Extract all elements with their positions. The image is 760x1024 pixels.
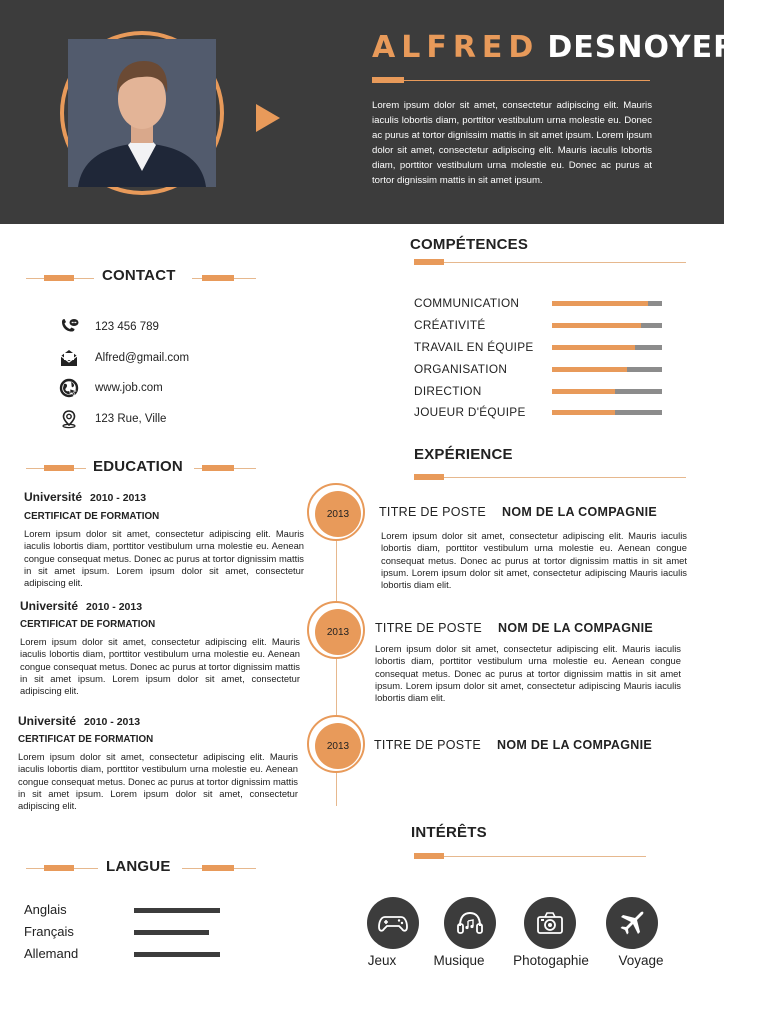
skill-bar-fill [552, 389, 615, 394]
company-name: NOM DE LA COMPAGNIE [498, 621, 654, 635]
school-name: Université [20, 599, 79, 613]
education-degree-2: CERTIFICAT DE FORMATION [20, 619, 156, 630]
skill-bar-track [552, 345, 662, 350]
profile-photo [68, 39, 216, 187]
skill-bar-track [552, 389, 662, 394]
language-level-bar [134, 952, 220, 957]
skill-bar-fill [552, 410, 615, 415]
language-label: Français [24, 924, 74, 939]
last-name: DESNOYERS [547, 30, 760, 65]
phone-text: 123 456 789 [95, 321, 159, 333]
language-bar-left [44, 865, 74, 871]
interest-photographie [524, 897, 576, 949]
skill-bar-track [552, 323, 662, 328]
timeline-year-1: 2013 [315, 491, 361, 537]
language-level-bar [134, 908, 220, 913]
skill-label: CRÉATIVITÉ [414, 318, 486, 332]
school-years: 2010 - 2013 [84, 716, 141, 728]
interest-label: Musique [433, 953, 485, 968]
skill-label: COMMUNICATION [414, 296, 520, 310]
company-name: NOM DE LA COMPAGNIE [497, 738, 653, 752]
gamepad-icon [376, 906, 410, 940]
contact-bar-left [44, 275, 74, 281]
experience-title: EXPÉRIENCE [414, 446, 513, 463]
globe-icon [58, 377, 80, 399]
experience-head-2 [375, 621, 653, 635]
airplane-icon [615, 906, 649, 940]
contact-title: CONTACT [102, 267, 176, 284]
timeline-year-2: 2013 [315, 609, 361, 655]
education-school-1 [24, 490, 146, 504]
company-name: NOM DE LA COMPAGNIE [502, 505, 658, 519]
interest-label: Voyage [618, 953, 664, 968]
first-name: ALFRED [372, 30, 540, 65]
camera-icon [533, 906, 567, 940]
experience-line [414, 477, 686, 478]
interest-voyage [606, 897, 658, 949]
address-text: 123 Rue, Ville [95, 413, 167, 425]
interests-line [414, 856, 646, 857]
language-label: Allemand [24, 946, 79, 961]
interest-jeux [367, 897, 419, 949]
education-school-3 [18, 714, 140, 728]
education-bar-left [44, 465, 74, 471]
name-underline-accent [372, 77, 404, 83]
experience-bar [414, 474, 444, 480]
web-text: www.job.com [95, 382, 163, 394]
interest-label: Photogaphie [513, 953, 589, 968]
education-text-2: Lorem ipsum dolor sit amet, consectetur adipiscing elit. Mauris iaculis lobortis diam, porttitor vestibulum urna molestie eu. Aenean congue consequat metus. Donec ac purus at tortor dignissim mattis in sit amet ipsum. Lorem ipsum dolor sit amet, consectetur adipiscing elit. [20, 636, 300, 697]
job-title: TITRE DE POSTE [375, 621, 482, 635]
job-title: TITRE DE POSTE [379, 505, 486, 519]
education-degree-3: CERTIFICAT DE FORMATION [18, 734, 154, 745]
skill-bar-fill [552, 301, 648, 306]
contact-bar-right [202, 275, 234, 281]
contact-phone [58, 316, 159, 338]
contact-email [58, 347, 189, 369]
skill-bar-fill [552, 367, 627, 372]
education-bar-right [202, 465, 234, 471]
skill-bar-track [552, 301, 662, 306]
school-name: Université [18, 714, 77, 728]
interest-musique [444, 897, 496, 949]
interests-title: INTÉRÊTS [411, 824, 487, 841]
education-title: EDUCATION [93, 458, 183, 475]
experience-text-1: Lorem ipsum dolor sit amet, consectetur adipiscing elit. Mauris iaculis lobortis diam, porttitor vestibulum urna molestie eu. Aenean congue consequat metus. Donec ac purus at tortor dignissim mattis in sit amet ipsum. Lorem ipsum dolor sit amet, consectetur adipiscing Mauris iaculis lobortis diam elit. [381, 530, 687, 591]
play-arrow-icon [256, 104, 280, 132]
education-school-2 [20, 599, 142, 613]
experience-head-1 [379, 505, 657, 519]
language-level-bar [134, 930, 209, 935]
education-text-1: Lorem ipsum dolor sit amet, consectetur adipiscing elit. Mauris iaculis lobortis diam, porttitor vestibulum urna molestie eu. Aenean congue consequat metus. Donec ac purus at tortor dignissim mattis in sit amet ipsum. Lorem ipsum dolor sit amet, consectetur adipiscing elit. [24, 528, 304, 589]
skill-label: ORGANISATION [414, 362, 508, 376]
contact-web [58, 377, 163, 399]
contact-address [58, 408, 166, 430]
map-pin-icon [58, 408, 80, 430]
school-name: Université [24, 490, 83, 504]
experience-text-2: Lorem ipsum dolor sit amet, consectetur adipiscing elit. Mauris iaculis lobortis diam, porttitor vestibulum urna molestie eu. Aenean congue consequat metus. Donec ac purus at tortor dignissim mattis in sit amet ipsum. Lorem ipsum dolor sit amet, consectetur adipiscing Mauris iaculis lobortis diam elit. [375, 643, 681, 704]
interests-bar [414, 853, 444, 859]
language-title: LANGUE [106, 858, 171, 875]
school-years: 2010 - 2013 [90, 492, 147, 504]
skill-label: TRAVAIL EN ÉQUIPE [414, 340, 534, 354]
skill-bar-track [552, 367, 662, 372]
skill-bar-fill [552, 345, 635, 350]
phone-icon [58, 316, 80, 338]
headphones-icon [453, 906, 487, 940]
timeline-year-3: 2013 [315, 723, 361, 769]
job-title: TITRE DE POSTE [374, 738, 481, 752]
envelope-icon [58, 347, 80, 369]
skill-label: JOUEUR D'ÉQUIPE [414, 405, 526, 419]
interest-label: Jeux [367, 953, 397, 968]
school-years: 2010 - 2013 [86, 601, 143, 613]
experience-head-3 [374, 738, 652, 752]
name-underline [372, 80, 650, 81]
skill-bar-fill [552, 323, 641, 328]
education-text-3: Lorem ipsum dolor sit amet, consectetur adipiscing elit. Mauris iaculis lobortis diam, porttitor vestibulum urna molestie eu. Aenean congue consequat metus. Donec ac purus at tortor dignissim mattis in sit amet ipsum. Lorem ipsum dolor sit amet, consectetur adipiscing elit. [18, 751, 298, 812]
skills-title: COMPÉTENCES [410, 236, 529, 253]
education-degree-1: CERTIFICAT DE FORMATION [24, 511, 160, 522]
email-text: Alfred@gmail.com [95, 352, 190, 364]
skill-label: DIRECTION [414, 384, 482, 398]
name-title [372, 30, 760, 65]
intro-text: Lorem ipsum dolor sit amet, consectetur adipiscing elit. Mauris iaculis lobortis diam, porttitor vestibulum urna molestie eu. Donec ac purus at tortor dignissim mattis in sit amet ipsum. Lorem ipsum dolor sit amet, consectetur adipiscing elit. Mauris iaculis lobortis diam, porttitor vestibulum urna molestie eu. Donec ac purus at tortor dignissim mattis in sit amet ipsum. [372, 100, 652, 186]
skills-bar [414, 259, 444, 265]
skills-line [414, 262, 686, 263]
skill-bar-track [552, 410, 662, 415]
language-label: Anglais [24, 902, 67, 917]
language-bar-right [202, 865, 234, 871]
